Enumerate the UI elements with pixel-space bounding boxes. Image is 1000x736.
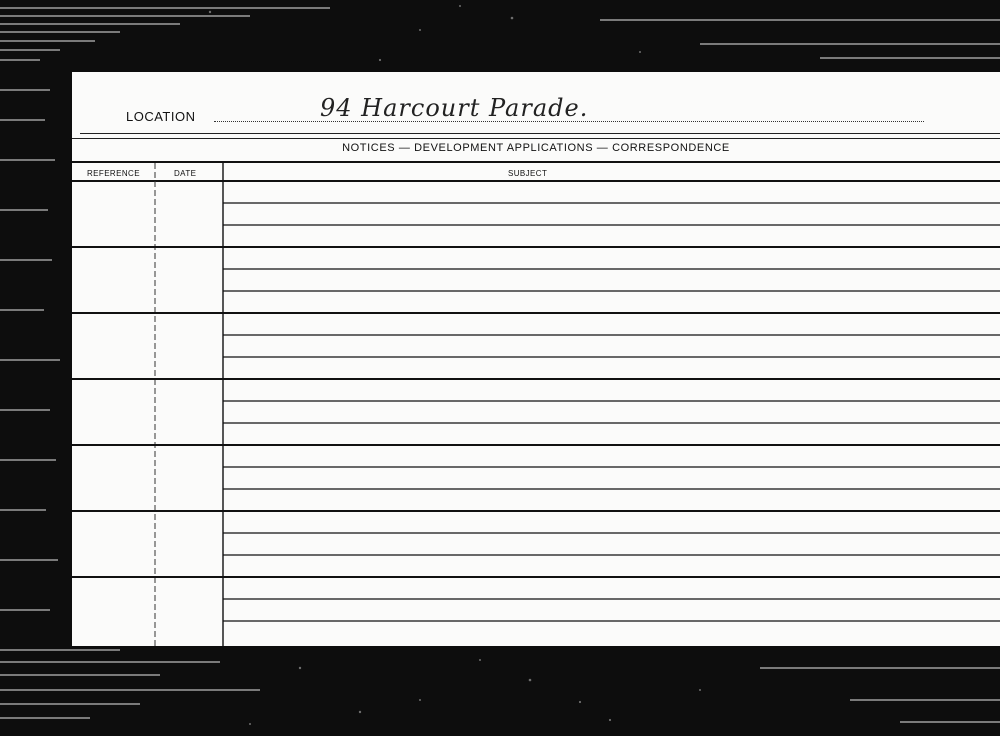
- column-header-subject: SUBJECT: [508, 169, 548, 178]
- section-header-title: NOTICES — DEVELOPMENT APPLICATIONS — CORRESPONDENCE: [342, 142, 730, 154]
- column-header-date: DATE: [174, 169, 197, 178]
- property-record-card: [72, 72, 1000, 646]
- column-header-reference: REFERENCE: [87, 169, 140, 178]
- location-label: LOCATION: [126, 109, 196, 124]
- ledger-grid: [72, 72, 1000, 646]
- location-handwritten-value: 94 Harcourt Parade.: [320, 94, 589, 122]
